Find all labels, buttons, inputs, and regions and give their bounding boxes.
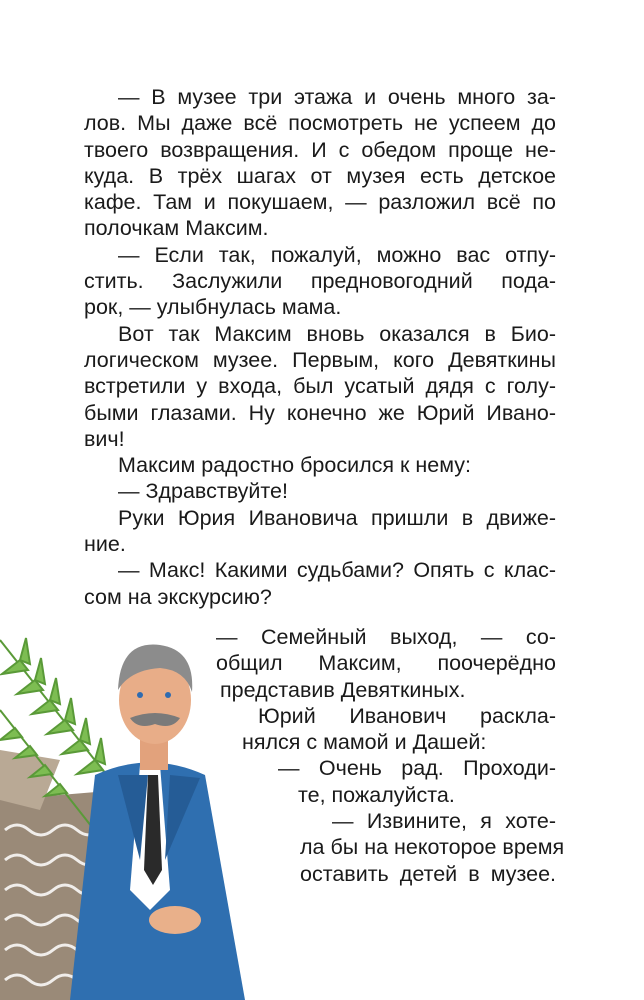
text-line: Максим радостно бросился к нему: bbox=[118, 453, 471, 478]
text-line: кафе. Там и покушаем, — разложил всё по bbox=[84, 190, 556, 215]
text-line: — Если так, пожалуй, можно вас отпу- bbox=[118, 242, 556, 267]
text-line: Вот так Максим вновь оказался в Био- bbox=[118, 321, 556, 346]
text-line: полочкам Максим. bbox=[84, 216, 269, 241]
main-text-block bbox=[84, 84, 556, 610]
text-line: стить. Заслужили предновогодний пода- bbox=[84, 269, 556, 294]
text-line: — Макс! Какими судьбами? Опять с клас- bbox=[118, 558, 556, 583]
text-line: оставить детей в музее. bbox=[300, 861, 556, 886]
text-line: представив Девяткиных. bbox=[220, 677, 466, 702]
text-line: куда. В трёх шагах от музея есть детское bbox=[84, 163, 556, 188]
text-line: твоего возвращения. И с обедом проще не- bbox=[84, 137, 556, 162]
text-line: Руки Юрия Ивановича пришли в движе- bbox=[118, 505, 556, 530]
text-line: общил Максим, поочерёдно bbox=[216, 651, 556, 676]
text-line: нялся с мамой и Дашей: bbox=[242, 730, 487, 755]
text-line: — Очень рад. Проходи- bbox=[278, 756, 556, 781]
side-text-block bbox=[216, 624, 565, 887]
text-line: — Семейный выход, — со- bbox=[216, 625, 556, 649]
text-line: ла бы на некоторое время bbox=[300, 835, 565, 860]
text-line: быми глазами. Ну конечно же Юрий Ивано- bbox=[84, 400, 556, 425]
text-line: встретили у входа, был усатый дядя с голу- bbox=[84, 374, 556, 399]
text-line: Юрий Иванович раскла- bbox=[258, 703, 556, 728]
text-line: — Здравствуйте! bbox=[118, 479, 288, 504]
text-line: логическом музее. Первым, кого Девяткины bbox=[84, 347, 556, 372]
text-line: те, пожалуйста. bbox=[298, 782, 455, 807]
text-line: — В музее три этажа и очень много за- bbox=[118, 85, 556, 109]
text-line: ние. bbox=[84, 532, 126, 557]
text-line: — Извините, я хоте- bbox=[332, 809, 556, 834]
text-line: рок, — улыбнулась мама. bbox=[84, 295, 342, 320]
text-line: сом на экскурсию? bbox=[84, 584, 272, 609]
text-line: вич! bbox=[84, 426, 125, 451]
text-line: лов. Мы даже всё посмотреть не успеем до bbox=[84, 111, 556, 136]
